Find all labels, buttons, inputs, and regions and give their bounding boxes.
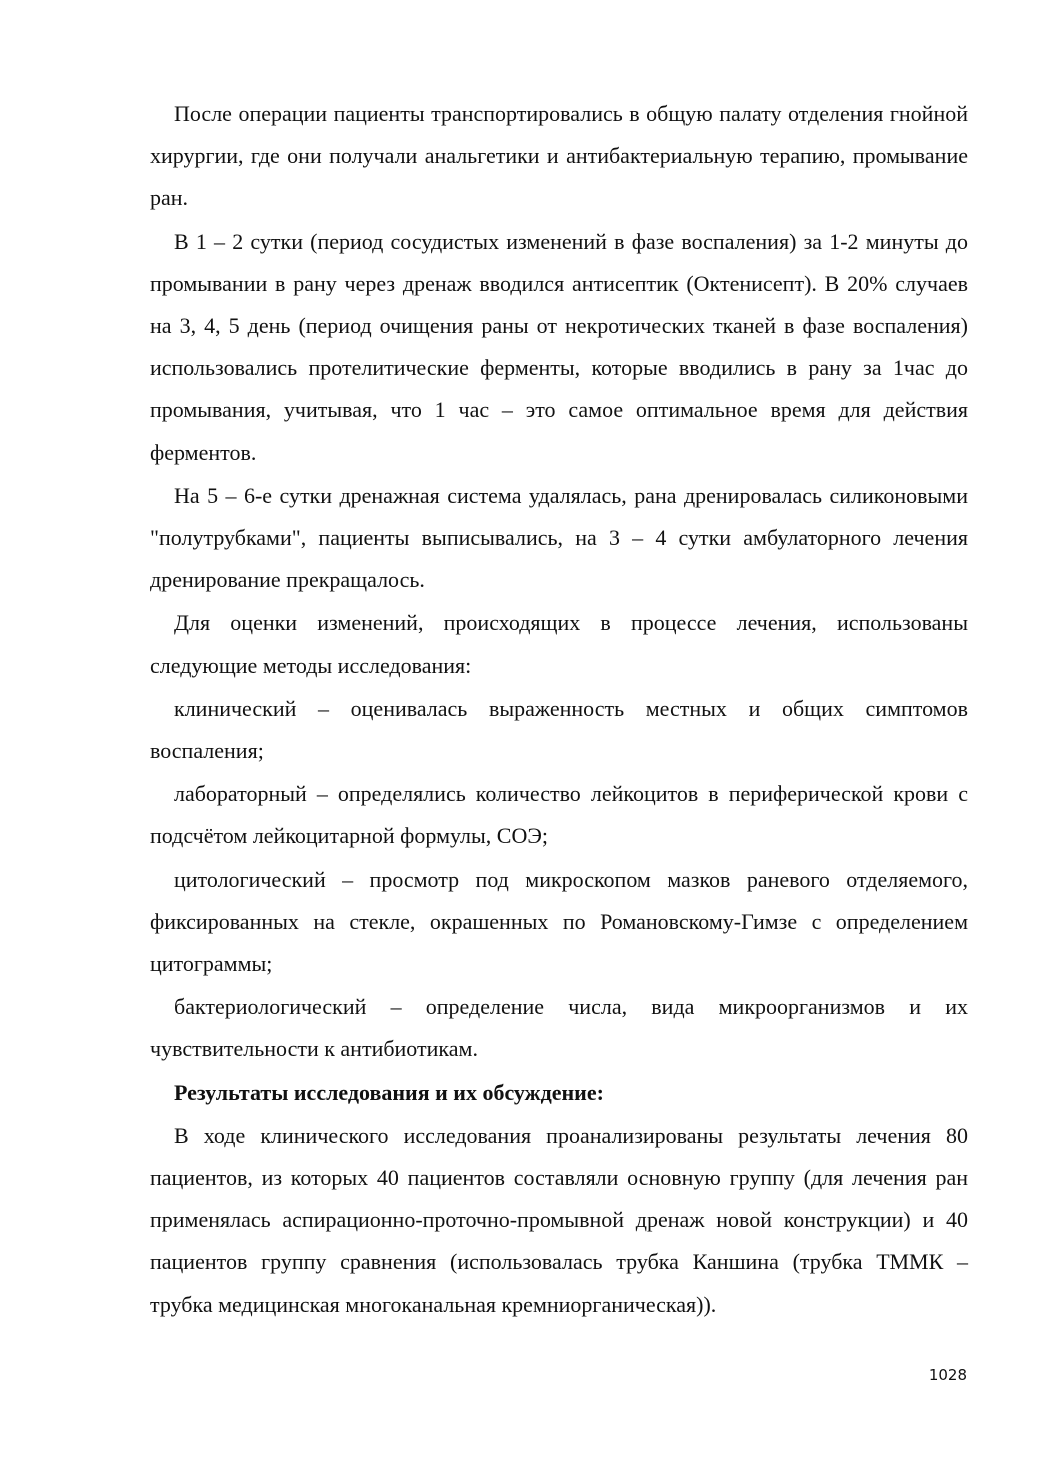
page-number: 1028 <box>928 1366 967 1384</box>
paragraph-methods-intro: Для оценки изменений, происходящих в процессе лечения, использованы следующие методы исследования: <box>150 610 968 678</box>
paragraph-postoperative-care: После операции пациенты транспортировались в общую палату отделения гнойной хирургии, где они получали анальгетики и антибактериальную терапию, промывание ран. <box>150 101 968 211</box>
paragraph-antiseptic-enzymes: В 1 – 2 сутки (период сосудистых изменений в фазе воспаления) за 1-2 минуты до промывании в рану через дренаж вводился антисептик (Октенисепт). В 20% случаев на 3, 4, 5 день (период очищения раны от некротических тканей в фазе воспаления) использовались протелитические ферменты, которые вводились в рану за 1час до промывания, учитывая, что 1 час – это самое оптимальное время для действия ферментов. <box>150 228 968 465</box>
paragraph-method-cytological: цитологический – просмотр под микроскопом мазков раневого отделяемого, фиксированных на стекле, окрашенных по Романовскому-Гимзе с определением цитограммы; <box>150 866 968 977</box>
paragraph-method-bacteriological: бактериологический – определение числа, вида микроорганизмов и их чувствительности к антибиотикам. <box>150 994 968 1062</box>
paragraph-method-laboratory: лабораторный – определялись количество лейкоцитов в периферической крови с подсчётом лейкоцитарной формулы, СОЭ; <box>150 781 968 849</box>
paragraph-method-clinical: клинический – оценивалась выраженность местных и общих симптомов воспаления; <box>150 695 968 764</box>
paragraph-drainage-removal: На 5 – 6-е сутки дренажная система удалялась, рана дренировалась силиконовыми "полутрубками", пациенты выписывались, на 3 – 4 сутки амбулаторного лечения дренирование прекращалось. <box>150 482 968 593</box>
paragraph-results: В ходе клинического исследования проанализированы результаты лечения 80 пациентов, из которых 40 пациентов составляли основную группу (для лечения ран применялась аспирационно-проточно-промывной дренаж новой конструкции) и 40 пациентов группу сравнения (использовалась трубка Каншина (трубка ТММК – трубка медицинская многоканальная кремниорганическая)). <box>150 1122 968 1317</box>
page-content <box>150 93 968 1327</box>
section-heading-results: Результаты исследования и их обсуждение: <box>174 1079 604 1105</box>
